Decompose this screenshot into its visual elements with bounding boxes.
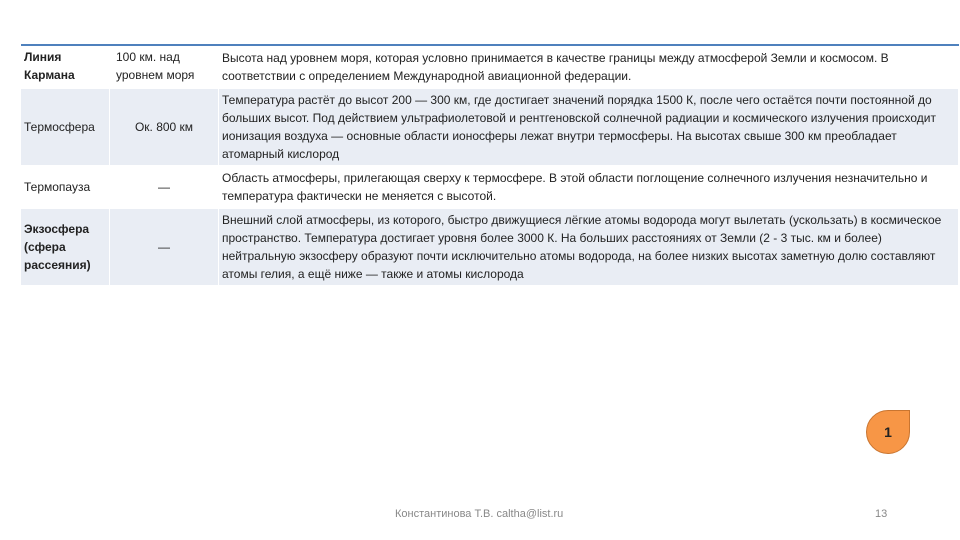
layer-height: Ок. 800 км — [110, 89, 219, 166]
table-row — [21, 89, 959, 166]
table-row — [21, 46, 959, 89]
layer-height: 100 км. над уровнем моря — [110, 46, 219, 89]
footer-author: Константинова Т.В. caltha@list.ru — [395, 508, 564, 520]
layer-height: — — [110, 209, 219, 286]
footer-page-number: 13 — [875, 508, 888, 520]
table-row — [21, 166, 959, 209]
layer-name: Линия Кармана — [21, 46, 110, 89]
layer-name: Термопауза — [21, 166, 110, 209]
layer-name: Экзосфера (сфера рассеяния) — [21, 209, 110, 286]
layer-description: Температура растёт до высот 200 — 300 км, где достигает значений порядка 1500 К, после чего остаётся почти постоянной до больших высот. Под действием ультрафиолетовой и рентгеновской солнечной радиации и космического излучения происходит ионизация воздуха — основные области ионосферы лежат внутри термосферы. На высотах свыше 300 км преобладает атомарный кислород — [219, 89, 959, 166]
table-row — [21, 209, 959, 286]
layer-description: Область атмосферы, прилегающая сверху к термосфере. В этой области поглощение солнечного излучения незначительно и температура фактически не меняется с высотой. — [219, 166, 959, 209]
atmosphere-layers-table — [21, 46, 959, 286]
layer-description: Внешний слой атмосферы, из которого, быстро движущиеся лёгкие атомы водорода могут вылетать (ускользать) в космическое пространство. Температура достигает уровня более 3000 К. На больших расстояниях от Земли (2 - 3 тыс. км и более) нейтральную экзосферу образуют почти исключительно атомы водорода, на более низких высотах заметную долю составляют атомы гелия, а ещё ниже — также и атомы кислорода — [219, 209, 959, 286]
slide-number-badge: 1 — [866, 410, 910, 454]
layer-height: — — [110, 166, 219, 209]
layer-description: Высота над уровнем моря, которая условно принимается в качестве границы между атмосферой Земли и космосом. В соответствии с определением Международной авиационной федерации. — [219, 46, 959, 89]
layer-name: Термосфера — [21, 89, 110, 166]
